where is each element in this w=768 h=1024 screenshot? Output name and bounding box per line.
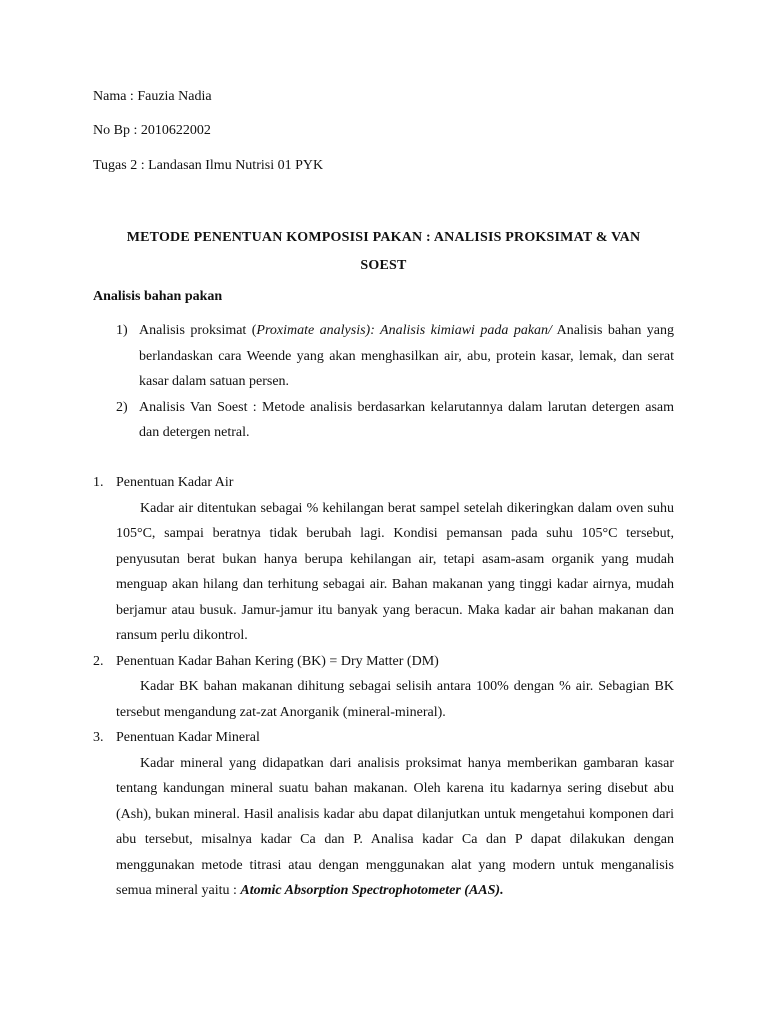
list-item-text: Analisis proksimat ( — [139, 323, 257, 338]
title-line-2: SOEST — [360, 258, 407, 273]
section-kadar-air — [93, 470, 674, 649]
aas-term: Atomic Absorption Spectrophotometer (AAS). — [240, 883, 504, 898]
list-marker: 2) — [116, 399, 128, 415]
student-number: No Bp : 2010622002 — [93, 123, 211, 138]
section-bahan-kering — [93, 649, 674, 726]
list-item — [93, 318, 674, 395]
title-line-1: METODE PENENTUAN KOMPOSISI PAKAN : ANALISIS PROKSIMAT & VAN — [126, 230, 641, 245]
section-number: 1. — [93, 475, 104, 490]
section-heading-line — [93, 725, 674, 751]
student-name: Nama : Fauzia Nadia — [93, 89, 212, 104]
section-paragraph — [93, 751, 674, 904]
section-paragraph: Kadar BK bahan makanan dihitung sebagai selisih antara 100% dengan % air. Sebagian BK tersebut mengandung zat-zat Anorganik (mineral-mineral). — [116, 679, 674, 720]
section-heading-line — [93, 470, 674, 496]
assignment-line: Tugas 2 : Landasan Ilmu Nutrisi 01 PYK — [93, 158, 324, 173]
section-paragraph: Kadar air ditentukan sebagai % kehilangan berat sampel setelah dikeringkan dalam oven suhu 105°C, sampai beratnya tidak berubah lagi. Kondisi pemansan pada suhu 105°C tersebut, penyusutan berat bukan hanya berupa kehilangan air, tetapi asam-asam organik yang mudah menguap akan hilang dan terhitung sebagai air. Bahan makanan yang tinggi kadar airnya, mudah berjamur atau busuk. Jamur-jamur itu banyak yang beracun. Maka kadar air bahan makanan dan ransum perlu dikontrol. — [116, 500, 674, 643]
list-marker: 1) — [116, 323, 128, 338]
analysis-list — [93, 318, 674, 446]
section-title: Penentuan Kadar Bahan Kering (BK) = Dry Matter (DM) — [116, 653, 439, 669]
section-heading: Analisis bahan pakan — [93, 289, 223, 304]
section-heading-line — [93, 649, 674, 675]
document-title — [93, 224, 674, 280]
list-item-text: Analisis Van Soest : Metode analisis berdasarkan kelarutannya dalam larutan detergen asam dan detergen netral. — [139, 399, 674, 440]
list-item-italic-text: Proximate analysis): Analisis kimiawi pada pakan/ — [256, 323, 552, 338]
list-item — [93, 395, 674, 446]
section-number: 2. — [93, 653, 104, 669]
paragraph-text: Kadar mineral yang didapatkan dari analisis proksimat hanya memberikan gambaran kasar tentang kandungan mineral suatu bahan makanan. Oleh karena itu kadarnya sering disebut abu (Ash), bukan mineral. Hasil analisis kadar abu dapat dilanjutkan untuk mengetahui komponen dari abu tersebut, misalnya kadar Ca dan P. Analisa kadar Ca dan P dapat dilakukan dengan menggunakan metode titrasi atau dengan menggunakan alat yang modern untuk menganalisis semua mineral yaitu : — [116, 755, 674, 898]
list-item-text-continued: Analisis bahan yang berlandaskan cara Weende yang akan menghasilkan air, abu, protein kasar, lemak, dan serat kasar dalam satuan persen. — [139, 323, 674, 389]
section-title: Penentuan Kadar Mineral — [116, 730, 260, 745]
section-title: Penentuan Kadar Air — [116, 475, 234, 490]
numbered-sections — [93, 470, 674, 904]
section-kadar-mineral — [93, 725, 674, 904]
section-number: 3. — [93, 730, 104, 745]
